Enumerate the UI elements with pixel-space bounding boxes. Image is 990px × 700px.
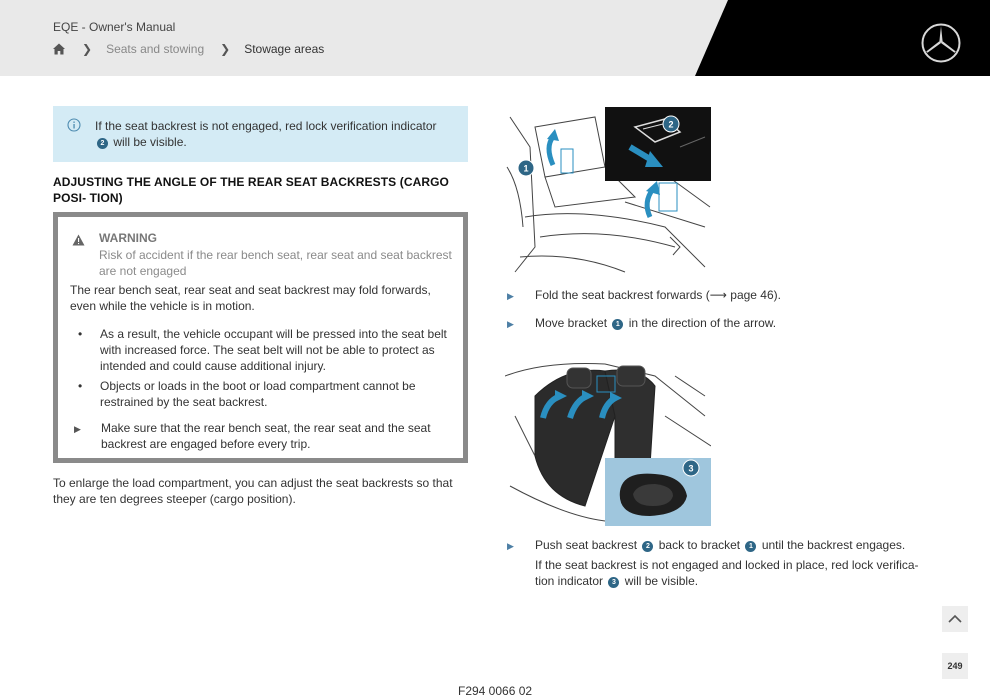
page-header <box>0 0 990 76</box>
home-icon[interactable] <box>52 42 66 56</box>
page-number: 249 <box>942 653 968 679</box>
chevron-right-icon: ❯ <box>82 42 93 56</box>
step-move-bracket: ▶ Move bracket 1 in the direction of the arrow. <box>507 316 777 330</box>
arrow-bullet-icon: ▶ <box>507 319 514 329</box>
marker-1: 1 <box>745 541 756 552</box>
arrow-bullet-icon: ▶ <box>74 424 81 434</box>
list-item: • Objects or loads in the boot or load compartment cannot be restrained by the seat backrest. <box>70 378 460 410</box>
arrow-bullet-icon: ▶ <box>507 291 514 301</box>
info-notice <box>53 106 468 162</box>
section-heading: ADJUSTING THE ANGLE OF THE REAR SEAT BACKRESTS (CARGO POSI- TION) <box>53 175 449 205</box>
app-title: EQE - Owner's Manual <box>53 20 176 34</box>
body-paragraph: To enlarge the load compartment, you can adjust the seat backrests so that they are ten degrees steeper (cargo position). <box>53 476 453 506</box>
chevron-up-icon <box>948 614 962 624</box>
warning-subtitle: Risk of accident if the rear bench seat, rear seat and seat backrest are not engaged <box>99 248 452 278</box>
figure-bracket-illustration <box>505 107 711 277</box>
figure-marker-3: 3 <box>688 463 694 474</box>
figure-seat-backrest-illustration <box>505 356 711 526</box>
warning-bullets <box>70 326 460 414</box>
breadcrumb-stowage-areas: Stowage areas <box>244 42 325 56</box>
step-fold-backrest: ▶ Fold the seat backrest forwards (⟶ page 46). <box>507 288 781 302</box>
list-item: • As a result, the vehicle occupant will be pressed into the seat belt with increased force. The seat belt will not be able to protect as intended and could cause additional injury. <box>70 326 460 374</box>
warning-title: WARNING <box>99 231 157 245</box>
info-text: If the seat backrest is not engaged, red lock verification indicator 2 will be visible. <box>95 119 437 149</box>
scroll-to-top-button[interactable] <box>942 606 968 632</box>
warning-triangle-icon <box>72 234 85 246</box>
step-push-backrest-note: If the seat backrest is not engaged and locked in place, red lock verifica- tion indicator 3 will be visible. <box>535 558 919 588</box>
figure-code: F294 0066 02 <box>458 684 533 698</box>
breadcrumb-seats-and-stowing[interactable]: Seats and stowing <box>106 42 205 56</box>
marker-3: 3 <box>608 577 619 588</box>
marker-1: 1 <box>612 319 623 330</box>
step-push-backrest: ▶ Push seat backrest 2 back to bracket 1 until the backrest engages. <box>507 538 906 552</box>
mercedes-star-logo[interactable] <box>920 22 962 64</box>
chevron-right-icon: ❯ <box>220 42 231 56</box>
info-icon <box>67 118 81 132</box>
header-black-panel <box>0 0 990 76</box>
marker-2: 2 <box>97 138 108 149</box>
warning-body: The rear bench seat, rear seat and seat backrest may fold forwards, even while the vehicle is in motion. <box>70 283 431 313</box>
arrow-bullet-icon: ▶ <box>507 541 514 551</box>
warning-box <box>53 212 468 463</box>
figure-marker-1: 1 <box>523 163 529 174</box>
warning-action: ▶ Make sure that the rear bench seat, the rear seat and the seat backrest are engaged before every trip. <box>74 421 431 451</box>
breadcrumb <box>52 42 324 56</box>
figure-marker-2: 2 <box>668 119 674 130</box>
marker-2: 2 <box>642 541 653 552</box>
